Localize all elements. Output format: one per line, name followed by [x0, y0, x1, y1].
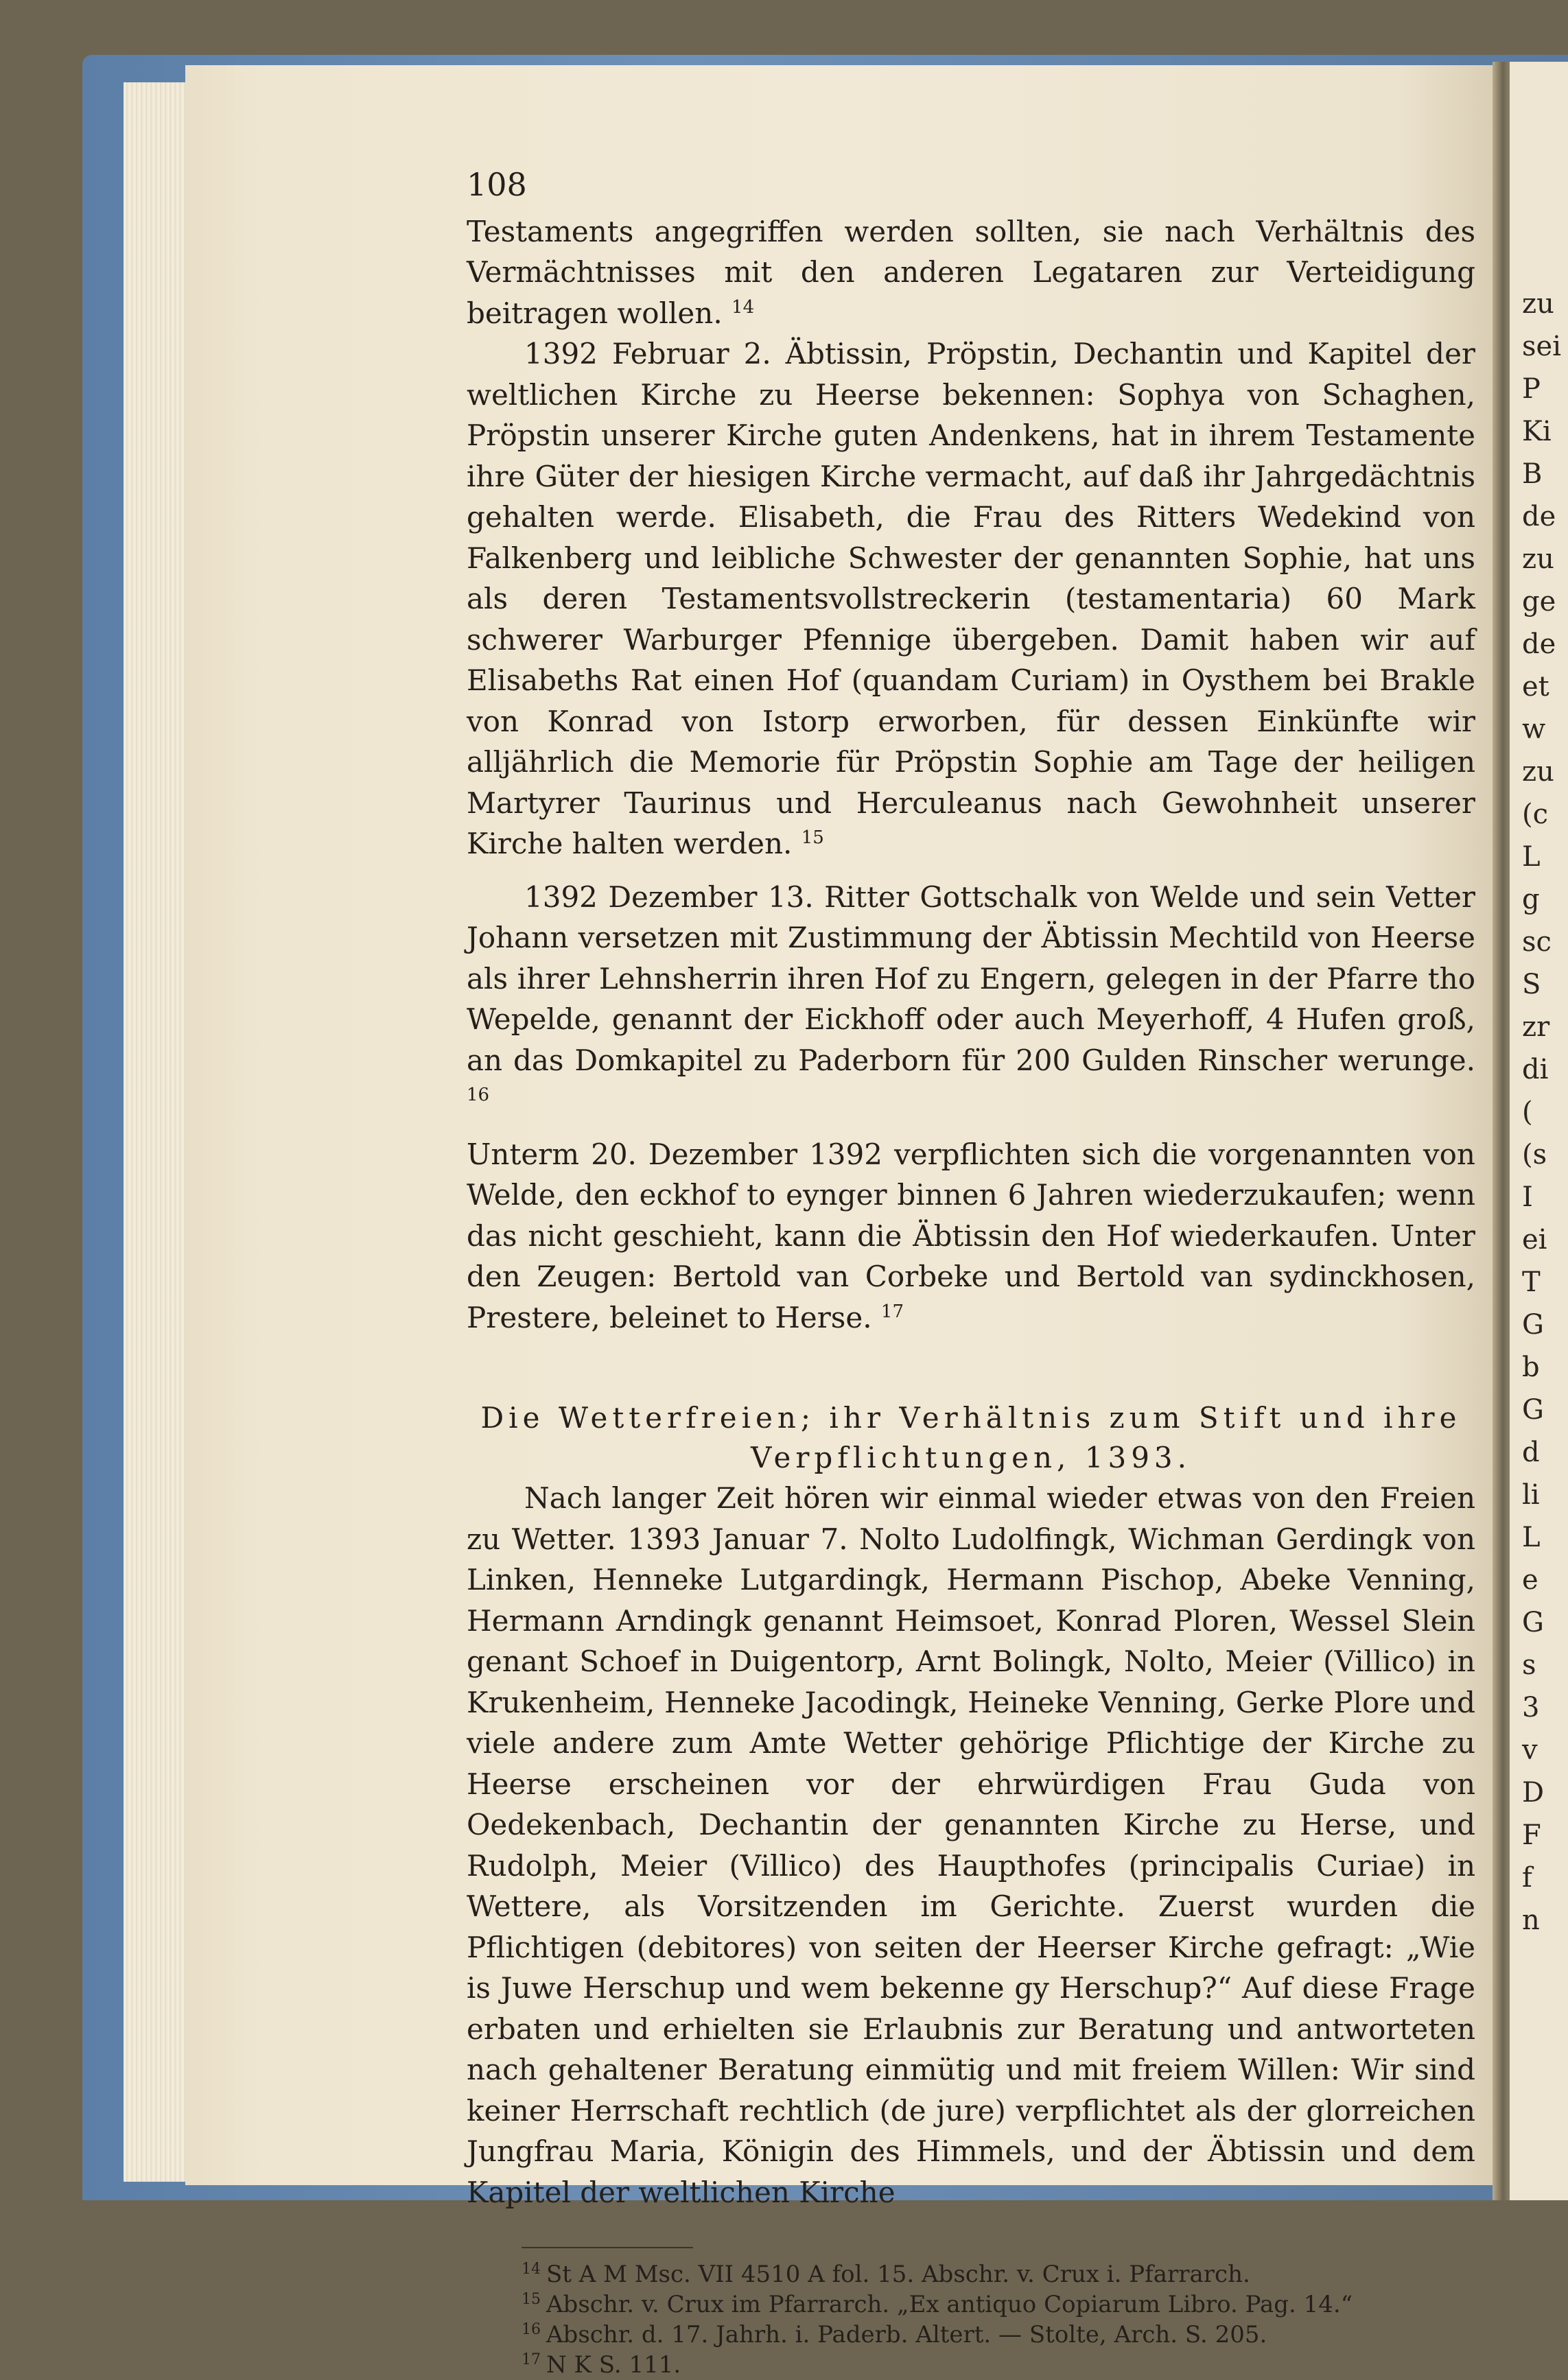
next-page-fragment: ( [1522, 1096, 1533, 1128]
next-page-fragment: L [1522, 1522, 1541, 1553]
footnote-17 [467, 2350, 1475, 2380]
footnote-16 [467, 2320, 1475, 2350]
next-page-fragment: b [1522, 1352, 1540, 1383]
next-page-fragment: de [1522, 501, 1556, 532]
footnote-ref-17: 17 [880, 1301, 904, 1322]
paragraph-2 [467, 333, 1475, 864]
next-page-fragment: I [1522, 1181, 1533, 1213]
next-page-fragment: G [1522, 1394, 1544, 1426]
footnote-ref-16: 16 [467, 1085, 490, 1105]
page-number: 108 [467, 166, 527, 203]
paragraph-4 [467, 1134, 1475, 1339]
footnote-number: 16 [522, 2320, 541, 2338]
footnote-number: 15 [522, 2290, 541, 2308]
section-title: Die Wetterfreien; ihr Verhältnis zum Stift und ihre Verpflichtungen, 1393. [480, 1401, 1462, 1474]
next-page-fragment: P [1522, 373, 1541, 405]
page-text [467, 165, 1475, 2380]
next-page-fragment: zr [1522, 1011, 1550, 1043]
paragraph-1-text: Testaments angegriffen werden sollten, sie nach Verhältnis des Vermächtnisses mit den anderen Legataren zur Verteidigung beitragen wollen. [467, 214, 1475, 330]
next-page-fragment: 3 [1522, 1692, 1540, 1723]
next-page-fragment: di [1522, 1054, 1549, 1085]
footnote-15 [467, 2289, 1475, 2320]
next-page-fragment: zu [1522, 288, 1554, 320]
next-page-fragment: sei [1522, 331, 1561, 362]
next-page-fragment: zu [1522, 543, 1554, 575]
next-page-fragment: f [1522, 1862, 1532, 1894]
footnote-text: Abschr. d. 17. Jahrh. i. Paderb. Altert. — Stolte, Arch. S. 205. [546, 2321, 1267, 2348]
next-page-fragment: zu [1522, 756, 1554, 788]
paragraph-2-text: 1392 Februar 2. Äbtissin, Pröpstin, Dechantin und Kapitel der weltlichen Kirche zu Heerse bekennen: Sophya von Schaghen, Pröpstin unserer Kirche guten Andenkens, hat in ihrem Testamente ihre Güter der hiesigen Kirche vermacht, auf daß ihr Jahrgedächtnis gehalten werde. Elisabeth, die Frau des Ritters Wedekind von Falkenberg und leibliche Schwester der genannten Sophie, hat uns als deren Testamentsvollstreckerin (testamentaria) 60 Mark schwerer Warburger Pfennige übergeben. Damit haben wir auf Elisabeths Rat einen Hof (quandam Curiam) in Oysthem bei Brakle von Konrad von Istorp erworben, für dessen Einkünfte wir alljährlich die Memorie für Pröpstin Sophie am Tage der heiligen Martyrer Taurinus und Herculeanus nach Gewohnheit unserer Kirche halten werden. [467, 337, 1475, 860]
next-page-fragment: (c [1522, 799, 1549, 830]
footnote-14 [467, 2259, 1475, 2289]
paragraph-1 [467, 211, 1475, 334]
next-page-fragment: et [1522, 671, 1549, 703]
next-page-edge [1510, 62, 1568, 2200]
footnote-ref-15: 15 [801, 827, 824, 848]
next-page-fragment: de [1522, 628, 1556, 660]
footnote-text: N K S. 111. [546, 2351, 681, 2379]
next-page-fragment: T [1522, 1266, 1541, 1298]
next-page-fragment: sc [1522, 926, 1552, 958]
next-page-fragment: g [1522, 884, 1540, 915]
paragraph-3 [467, 877, 1475, 1122]
footnote-number: 14 [522, 2260, 541, 2278]
footnote-divider [522, 2247, 693, 2248]
next-page-fragment: n [1522, 1905, 1540, 1936]
footnote-text: St A M Msc. VII 4510 A fol. 15. Abschr. v. Crux i. Pfarrarch. [546, 2261, 1250, 2288]
next-page-fragment: e [1522, 1564, 1538, 1596]
paragraph-3-text: 1392 Dezember 13. Ritter Gottschalk von Welde und sein Vetter Johann versetzen mit Zustimmung der Äbtissin Mechtild von Heerse als ihrer Lehnsherrin ihren Hof zu Engern, gelegen in der Pfarre tho Wepelde, genannt der Eickhoff oder auch Meyerhoff, 4 Hufen groß, an das Domkapitel zu Paderborn für 200 Gulden Rinscher werunge. [467, 880, 1475, 1077]
next-page-fragment: s [1522, 1649, 1536, 1681]
next-page-fragment: G [1522, 1607, 1544, 1638]
next-page-fragment: Ki [1522, 416, 1552, 447]
next-page-fragment: G [1522, 1309, 1544, 1341]
footnotes [467, 2259, 1475, 2380]
footnote-text: Abschr. v. Crux im Pfarrarch. „Ex antiquo Copiarum Libro. Pag. 14.“ [546, 2291, 1353, 2318]
next-page-fragment: L [1522, 841, 1541, 873]
next-page-fragment: S [1522, 969, 1541, 1000]
paragraph-5: Nach langer Zeit hören wir einmal wieder etwas von den Freien zu Wetter. 1393 Januar 7. Nolto Ludolfingk, Wichman Gerdingk von Linken, Henneke Lutgardingk, Hermann Pischop, Abeke Venning, Hermann Arndingk genannt Heimsoet, Konrad Ploren, Wessel Slein genant Schoef in Duigentorp, Arnt Bolingk, Nolto, Meier (Villico) in Krukenheim, Henneke Jacodingk, Heineke Venning, Gerke Plore und viele andere zum Amte Wetter gehörige Pflichtige der Kirche zu Heerse erscheinen vor der ehrwürdigen Frau Guda von Oedekenbach, Dechantin der genannten Kirche zu Herse, und Rudolph, Meier (Villico) des Haupthofes (principalis Curiae) in Wettere, als Vorsitzenden im Gerichte. Zuerst wurden die Pflichtigen (debitores) von seiten der Heerser Kirche gefragt: „Wie is Juwe Herschup und wem bekenne gy Herschup?“ Auf diese Frage erbaten und erhielten sie Erlaubnis zur Beratung und antworteten nach gehaltener Beratung einmütig und mit freiem Willen: Wir sind keiner Herrschaft rechtlich (de jure) verpflichtet als der glorreichen Jungfrau Maria, Königin des Himmels, und der Äbtissin und dem Kapitel der weltlichen Kirche [467, 1481, 1475, 2209]
paragraph-4-text: Unterm 20. Dezember 1392 verpflichten sich die vorgenannten von Welde, den eckhof to eynger binnen 6 Jahren wiederzukaufen; wenn das nicht geschieht, kann die Äbtissin den Hof wiederkaufen. Unter den Zeugen: Bertold van Corbeke und Bertold van sydinckhosen, Prestere, beleinet to Herse. [467, 1137, 1475, 1334]
next-page-fragment: v [1522, 1734, 1538, 1766]
footnote-number: 17 [522, 2350, 541, 2368]
next-page-fragment: ge [1522, 586, 1556, 617]
next-page-fragment: B [1522, 458, 1543, 490]
next-page-fragment: F [1522, 1819, 1541, 1851]
next-page-fragment: ei [1522, 1224, 1547, 1256]
next-page-fragment: (s [1522, 1139, 1547, 1170]
next-page-fragment: li [1522, 1479, 1540, 1511]
next-page-fragment: d [1522, 1437, 1540, 1468]
footnote-ref-14: 14 [732, 296, 755, 318]
next-page-fragment: D [1522, 1777, 1545, 1808]
next-page-fragment: w [1522, 714, 1546, 745]
